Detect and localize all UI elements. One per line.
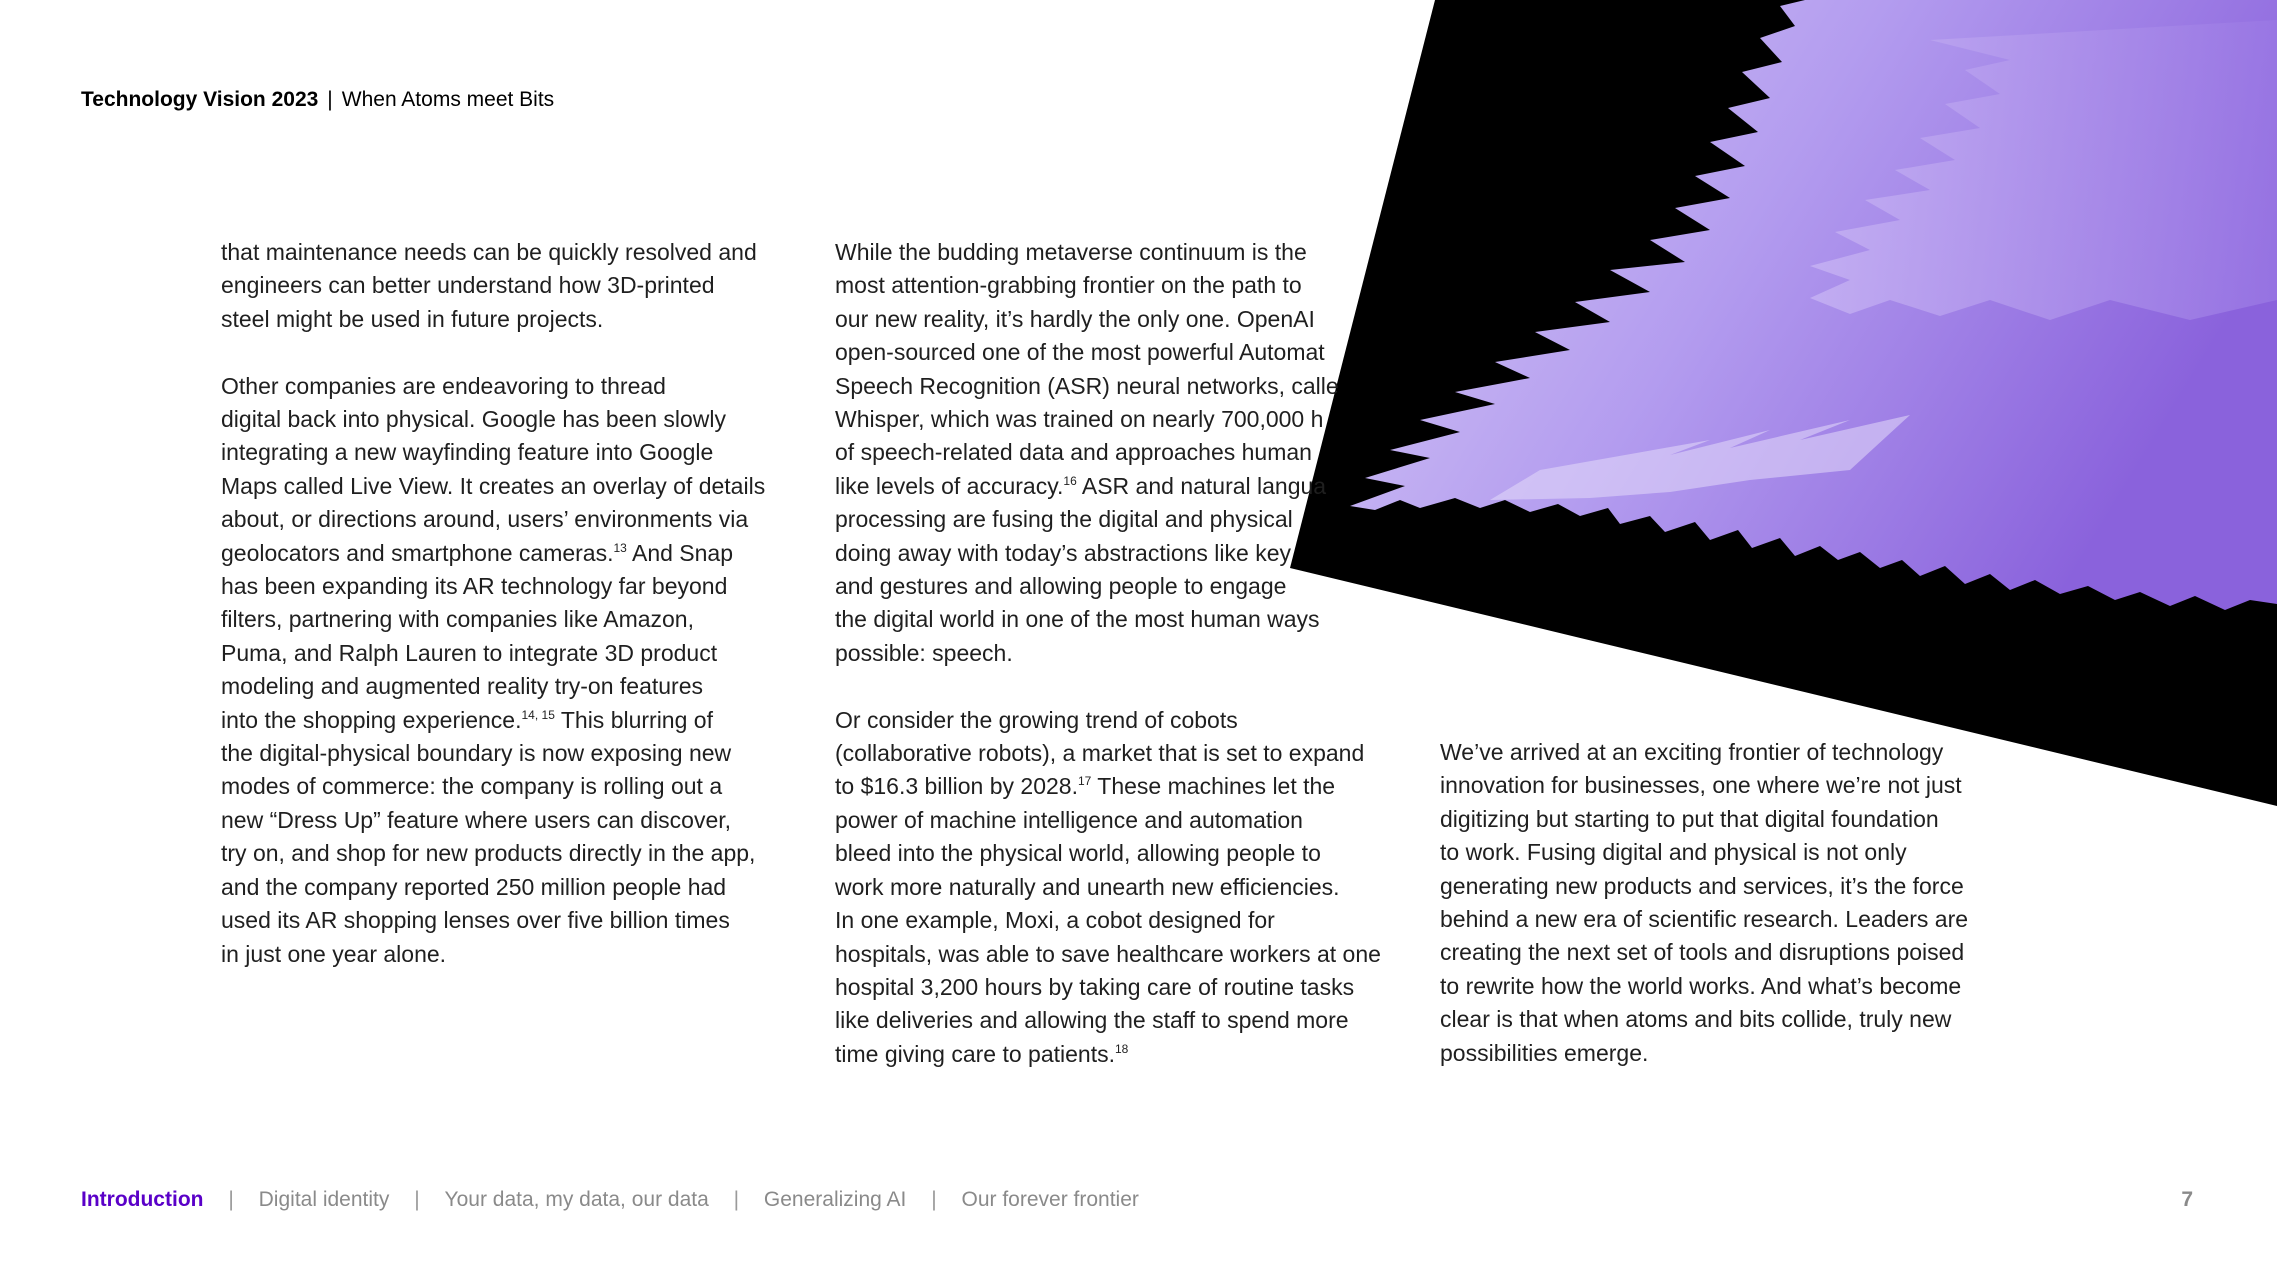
text-column-2 (835, 236, 1405, 1105)
text-segment: This blurring of (554, 706, 713, 733)
text-line: in just one year alone. (221, 940, 447, 967)
text-line: that maintenance needs can be quickly resolved and (221, 239, 757, 265)
text-line (221, 704, 791, 737)
text-column-3 (1440, 736, 2010, 1103)
purple-texture-artwork (1290, 0, 2277, 810)
text-line: most attention-grabbing frontier on the path to (835, 272, 1302, 299)
text-line: the digital-physical boundary is now exposing new (221, 740, 732, 767)
text-line: Maps called Live View. It creates an overlay of details (221, 472, 766, 499)
paragraph (221, 236, 791, 336)
text-line: work more naturally and unearth new efficiencies. (835, 873, 1340, 900)
text-segment: time giving care to patients. (835, 1040, 1115, 1067)
nav-separator: | (733, 1188, 740, 1211)
text-segment: ASR and natural langua (1076, 472, 1327, 499)
text-line: the digital world in one of the most human ways (835, 606, 1320, 633)
text-line: engineers can better understand how 3D-printed (221, 272, 715, 299)
text-segment: geolocators and smartphone cameras. (221, 539, 614, 566)
text-line: processing are fusing the digital and physical (835, 506, 1293, 533)
text-line: Whisper, which was trained on nearly 700,000 h (835, 406, 1324, 433)
text-line: of speech-related data and approaches human (835, 439, 1312, 466)
text-segment: to $16.3 billion by 2028. (835, 773, 1078, 800)
footnote-ref: 14, 15 (521, 707, 555, 722)
text-line: While the budding metaverse continuum is the (835, 239, 1307, 265)
text-line: try on, and shop for new products directly in the app, (221, 840, 756, 867)
report-title: Technology Vision 2023 (81, 88, 319, 111)
nav-separator: | (228, 1188, 234, 1211)
text-line: Puma, and Ralph Lauren to integrate 3D product (221, 639, 718, 666)
text-segment: like levels of accuracy. (835, 472, 1064, 499)
footnote-ref: 16 (1063, 473, 1077, 488)
text-line: hospitals, was able to save healthcare workers at one (835, 940, 1381, 967)
report-subtitle: When Atoms meet Bits (341, 88, 555, 111)
text-line: Speech Recognition (ASR) neural networks, calle (835, 372, 1339, 399)
text-line: power of machine intelligence and automation (835, 806, 1303, 833)
nav-separator: | (931, 1188, 937, 1211)
paragraph (835, 236, 1405, 670)
text-line: steel might be used in future projects. (221, 305, 604, 332)
text-line: innovation for businesses, one where we’re not just (1440, 772, 1962, 799)
nav-introduction[interactable]: Introduction (81, 1188, 204, 1211)
text-line (835, 470, 1405, 503)
text-line: hospital 3,200 hours by taking care of routine tasks (835, 973, 1355, 1000)
text-line (835, 1038, 1405, 1071)
text-line: and gestures and allowing people to engage (835, 573, 1287, 600)
paragraph (1440, 736, 2010, 1070)
text-line: like deliveries and allowing the staff to spend more (835, 1007, 1349, 1034)
text-line: to work. Fusing digital and physical is not only (1440, 839, 1907, 866)
text-line: Other companies are endeavoring to thread (221, 372, 666, 399)
text-segment: into the shopping experience. (221, 706, 522, 733)
footer-nav (81, 1188, 1139, 1212)
text-line: We’ve arrived at an exciting frontier of technology (1440, 739, 1944, 765)
text-line: digital back into physical. Google has been slowly (221, 406, 727, 433)
paragraph (835, 704, 1405, 1071)
paragraph (221, 370, 791, 971)
text-line: doing away with today’s abstractions like key (835, 539, 1291, 566)
text-line: Or consider the growing trend of cobots (835, 706, 1238, 733)
text-line: filters, partnering with companies like Amazon, (221, 606, 694, 633)
text-line: In one example, Moxi, a cobot designed for (835, 907, 1275, 934)
text-line: new “Dress Up” feature where users can discover, (221, 806, 732, 833)
text-line (221, 537, 791, 570)
footnote-ref: 17 (1077, 774, 1092, 789)
page-number: 7 (2181, 1188, 2193, 1211)
text-line: clear is that when atoms and bits collide, truly new (1440, 1006, 1952, 1033)
nav-generalizing-ai[interactable]: Generalizing AI (763, 1188, 907, 1211)
nav-your-data[interactable]: Your data, my data, our data (444, 1188, 709, 1211)
text-line: creating the next set of tools and disruptions poised (1440, 939, 1965, 966)
footnote-ref: 18 (1114, 1041, 1129, 1056)
text-line: behind a new era of scientific research. Leaders are (1440, 906, 1969, 933)
text-line: open-sourced one of the most powerful Automat (835, 339, 1325, 366)
text-line: to rewrite how the world works. And what’s become (1440, 972, 1962, 999)
footnote-ref: 13 (613, 540, 627, 555)
text-column-1 (221, 236, 791, 1004)
header-separator: | (327, 88, 333, 111)
text-line: generating new products and services, it’s the force (1440, 872, 1964, 899)
text-line (835, 770, 1405, 803)
text-line: has been expanding its AR technology far beyond (221, 573, 728, 600)
text-line: about, or directions around, users’ environments via (221, 506, 749, 533)
nav-separator: | (414, 1188, 420, 1211)
text-line: possible: speech. (835, 639, 1013, 666)
text-segment: And Snap (626, 539, 734, 566)
text-line: digitizing but starting to put that digital foundation (1440, 805, 1939, 832)
text-line: used its AR shopping lenses over five billion times (221, 907, 730, 934)
text-line: possibilities emerge. (1440, 1039, 1649, 1066)
text-line: modes of commerce: the company is rolling out a (221, 773, 723, 800)
nav-digital-identity[interactable]: Digital identity (258, 1188, 390, 1211)
text-line: integrating a new wayfinding feature into Google (221, 439, 714, 466)
nav-forever-frontier[interactable]: Our forever frontier (961, 1188, 1139, 1211)
document-header (81, 88, 554, 112)
text-line: bleed into the physical world, allowing people to (835, 840, 1321, 867)
text-line: (collaborative robots), a market that is set to expand (835, 740, 1365, 767)
text-line: our new reality, it’s hardly the only one. OpenAI (835, 305, 1315, 332)
text-segment: These machines let the (1091, 773, 1336, 800)
text-line: and the company reported 250 million people had (221, 873, 727, 900)
text-line: modeling and augmented reality try-on features (221, 673, 704, 700)
